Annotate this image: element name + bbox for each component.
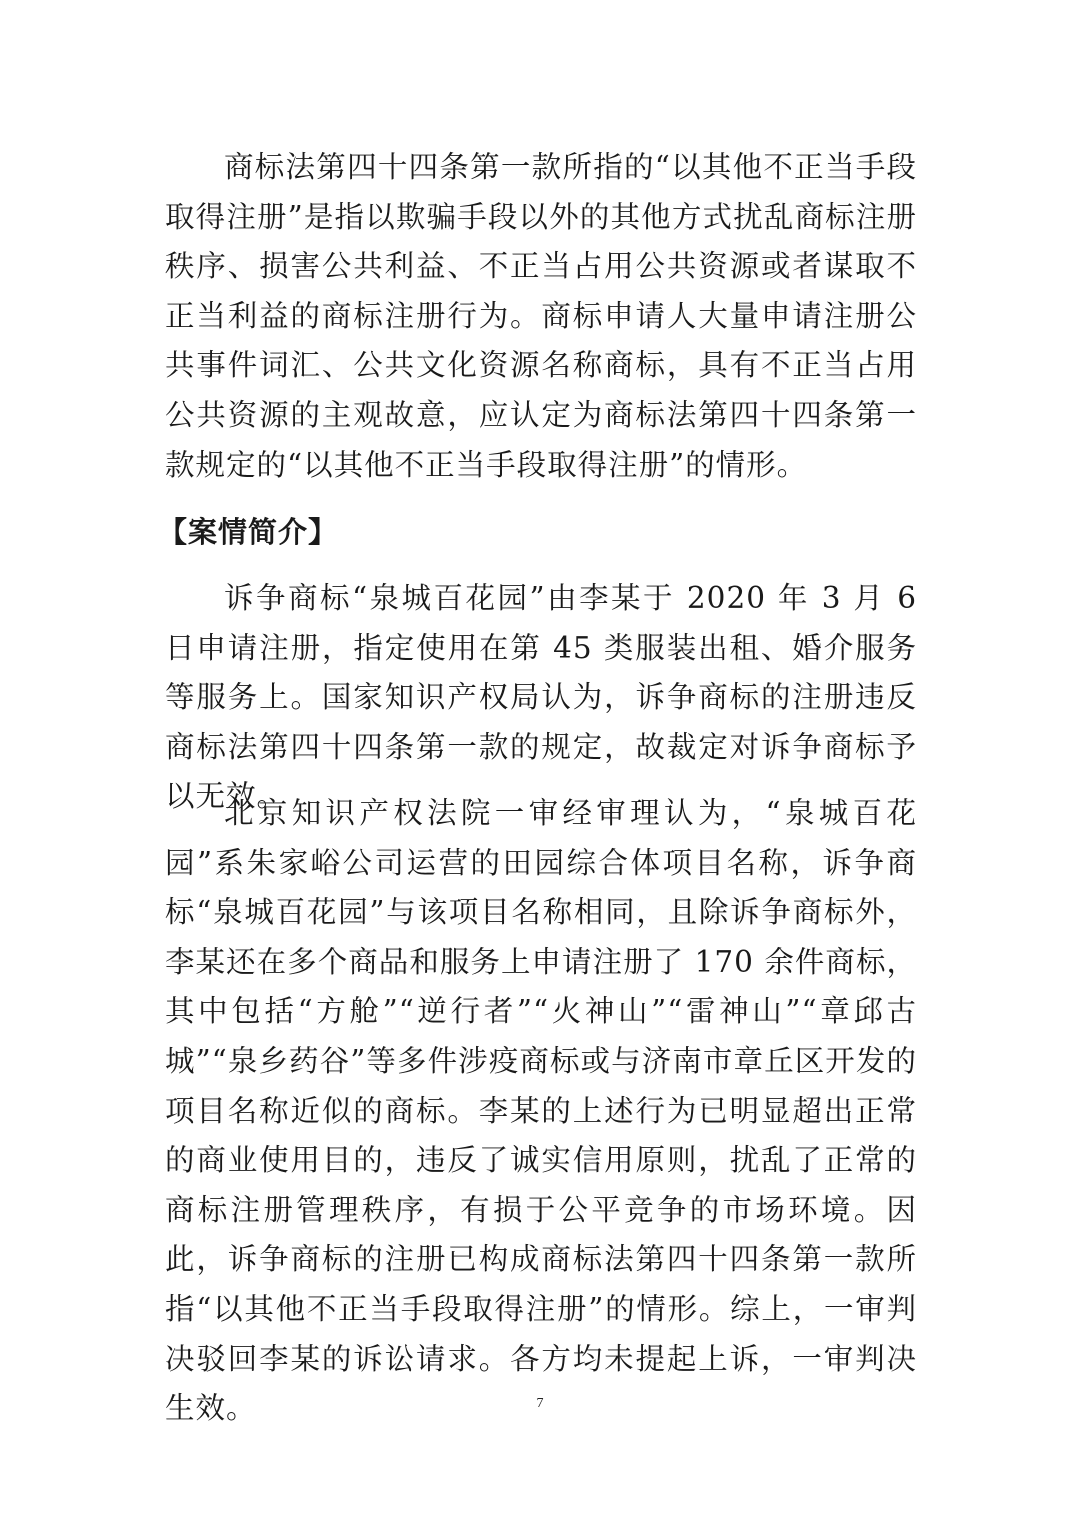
- paragraph-case-facts: 诉争商标“泉城百花园”由李某于 2020 年 3 月 6 日申请注册，指定使用在第 45 类服装出租、婚介服务等服务上。国家知识产权局认为，诉争商标的注册违反商标法第四十四条第一款的规定，故裁定对诉争商标予以无效。: [165, 581, 917, 814]
- paragraph-rule-summary: 商标法第四十四条第一款所指的“以其他不正当手段取得注册”是指以欺骗手段以外的其他方式扰乱商标注册秩序、损害公共利益、不正当占用公共资源或者谋取不正当利益的商标注册行为。商标申请人大量申请注册公共事件词汇、公共文化资源名称商标，具有不正当占用公共资源的主观故意，应认定为商标法第四十四条第一款规定的“以其他不正当手段取得注册”的情形。: [165, 150, 917, 482]
- page-number: 7: [536, 1396, 544, 1411]
- paragraph-court-ruling: 北京知识产权法院一审经审理认为，“泉城百花园”系朱家峪公司运营的田园综合体项目名称，诉争商标“泉城百花园”与该项目名称相同，且除诉争商标外，李某还在多个商品和服务上申请注册了 170 余件商标，其中包括“方舱”“逆行者”“火神山”“雷神山”“章邱古城”“泉乡药谷”等多件涉疫商标或与济南市章丘区开发的项目名称近似的商标。李某的上述行为已明显超出正常的商业使用目的，违反了诚实信用原则，扰乱了正常的商标注册管理秩序，有损于公平竞争的市场环境。因此，诉争商标的注册已构成商标法第四十四条第一款所指“以其他不正当手段取得注册”的情形。综上，一审判决驳回李某的诉讼请求。各方均未提起上诉，一审判决生效。: [165, 796, 917, 1426]
- section-heading-case-summary: 【案情简介】: [158, 515, 339, 549]
